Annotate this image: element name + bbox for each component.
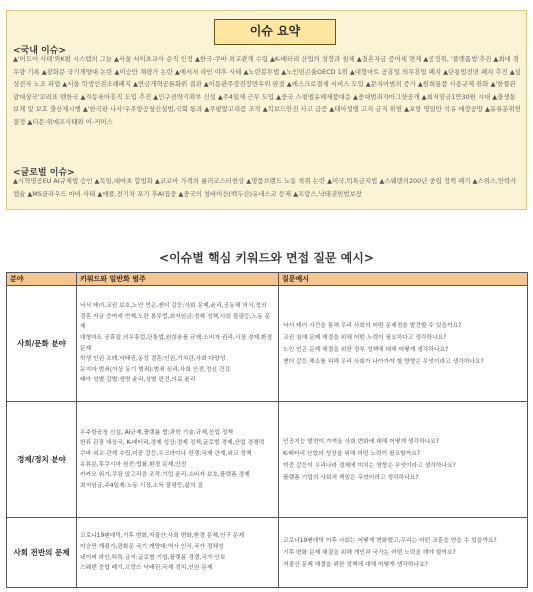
category-cell: 사회/문화 분야	[7, 286, 77, 402]
category-cell: 사회 전반의 문제	[7, 518, 77, 588]
questions-cell	[279, 286, 528, 402]
keywords-cell	[77, 286, 279, 402]
keyword-line: 카카오 위기,쿠팡 알고리즘 조작:기업 윤리,소비자 보호,플랫폼 경제	[80, 472, 250, 479]
question-line: 낙서 테러 사건을 통해 우리 사회의 어떤 문제점을 발견할 수 있을까요?	[283, 322, 462, 329]
question-line: 기후 변화 문제 해결을 위해 개인과 국가는 어떤 노력을 해야 할까요?	[283, 549, 456, 556]
category-cell: 경제/정치 분야	[7, 402, 77, 518]
domestic-issues-list: ▲'어도어 사태'와K팝 시스템의 그늘 ▲서울 서이초교사 순직 인정 ▲한국-쿠바 외교관계 수립 ▲K-배터리 산업의 성장과 침체 ▲결혼자금 증여세 면제 ▲공정위, '플랫폼법'추진 ▲최대 경우량 기록 ▲광화문 국기게양대 논란 ▲이승만 재평가 논란 ▲에서저 라인 야후 사태 ▲노란봉투법 ▲노인빈곤율OECD 1위 ▲대형마트 공휴일 의무휴업 폐지 ▲단통법전면 폐지 추진 ▲심성전자 노조 파업 ▲서울 학생인권조례폐지 ▲연금개혁공론화위 결과 ▲이동관주장전장면우위 판결 ▲에스크로결제 서비스 도입 ▲문지마범죄 증가 ▲원희룡품 사용규제 완화 ▲'한풀관광대상국'꼬리표 뗀한국 ▲자동육아휴직 도입 추진 ▲인구전략기획부 신설 ▲주4일제 근무 도입 ▲중국 스펑앱유해제품대응 ▲중대범죄자마그샷공개 ▲최저임금1만30원 시대 ▲출생통보제 및 보호 출산제시행 ▲'한국판 나사'우주항공청신설법,국회 통과 ▲쿠팡앞고리즘 조작 ▲킥보드안전 사고 급증 ▲태아성별 고지 금지 위헌 ▲포항 영일만 석유 매장공방 ▲유류분위헌결정 ▲티몬·위메프사태와 이-커머스	[13, 55, 521, 126]
keyword-line: 한류 관광 대상국, K-배터리,경제 성장:경제 정책,글로벌 경제,산업 경쟁력	[80, 440, 265, 447]
question-line: 플랫폼 기업의 사회적 책임은 무엇이라고 생각하나요?	[283, 474, 419, 481]
questions-cell	[279, 518, 528, 588]
summary-title: 이슈 요약	[214, 19, 336, 45]
global-issues-heading: <글로벌 이슈>	[13, 168, 75, 178]
keyword-line: 대형마트 공휴일 의무휴업,단통법,원희용품 규제:소비자 권리,시장 경제,환경 문제	[80, 334, 273, 352]
table-header-row	[7, 273, 528, 286]
question-line: 젠더 갈등 해소를 위해 우리 사회가 나아가야 할 방향은 무엇이라고 생각하나요?	[283, 358, 484, 365]
keyword-line: 쿠바 외교 관계 수립,미중 갈등,우크라이나 전쟁:국제 관계,외교 정책	[80, 450, 252, 457]
keyword-line: 학생 인권 조례,낙태권,동성 결혼:인권,가치관,사회 다양성	[80, 356, 226, 363]
keyword-line: 네이버 라인,틱톡 금지:글로벌 기업,플랫폼 경쟁,국가 안보	[80, 554, 226, 561]
table-row	[7, 286, 528, 402]
question-line: K-배터리 산업의 성장을 위해 어떤 노력이 필요할까요?	[283, 450, 421, 457]
keyword-line: 유류분,후쿠시마 원전:법률,환경 문제,안전	[80, 461, 187, 468]
question-line: 노인 빈곤 문제 해결을 위한 정부 정책에 대해 어떻게 생각하나요?	[283, 346, 449, 353]
header-field: 분야	[7, 273, 77, 286]
question-line: 인공지능 발전이 가져올 사회 변화에 대해 어떻게 생각하나요?	[283, 438, 439, 445]
keyword-question-table	[6, 272, 528, 588]
keywords-cell	[77, 518, 279, 588]
issue-summary-box	[6, 10, 527, 210]
header-questions: 질문예시	[279, 273, 528, 286]
keyword-line: 이승만 재평가,광화문 국기 게양대:역사 인식,국가 정체성	[80, 543, 224, 550]
questions-cell	[279, 402, 528, 518]
global-issues-list: ▲시혁명공EU AI규제법 승인 ▲독일,대마초 합법화 ▲코코아 가격의 롤러코스터현상 ▲명품브랜드 노동 착취 논란 ▲미국,틱톡금지법 ▲스웨덴의200년 중립 정책 폐기 ▲스위스,안락사 캡슐 ▲MS클라우드 마비 사태 ▲애플,전기차 포기 후AI집중 ▲중국의 청바이산(백두산)유네스코 등재 ▲프랑스,낙태권헌법보장	[13, 177, 517, 198]
keyword-line: 최저임금,주4일제:노동 시장,소득 불평등,삶의 질	[80, 482, 204, 489]
domestic-issues-heading: <국내 이슈>	[13, 46, 66, 56]
table-row	[7, 402, 528, 518]
keywords-cell	[77, 402, 279, 518]
keyword-line: 문지마 범죄(이상 동기 범죄):범죄 심리,사회 안전,정신 건강	[80, 366, 231, 373]
question-line: 교권 침해 문제 해결을 위해 어떤 노력이 필요하다고 생각하나요?	[283, 334, 447, 341]
header-keywords: 키워드와 일반화 범주	[77, 273, 279, 286]
keyword-line: 낙서 테러,교권 보호,노인 빈곤,젠더 갈등:사회 문제,윤리,공동체 의식,정의	[80, 303, 267, 310]
keyword-line: 코로나19팬데믹,기후 변화,저출산:사회 변화,환경 문제,인구 문제	[80, 533, 245, 540]
question-line: 미중 갈등이 우리나라 경제에 미치는 영향은 무엇이라고 생각하나요?	[283, 462, 456, 469]
keyword-line: 스웨덴 중립 폐기,프랑스 낙태권:국제 정치,인권 문제	[80, 565, 213, 572]
keyword-line: 우주항공청 신설, AI규제,플랫폼 법:과학 기술,규제,산업 정책	[80, 429, 234, 436]
question-line: 코로나19팬데믹 이후 사회는 어떻게 변화했고,우리는 어떤 교훈을 얻을 수 있을까요?	[283, 537, 497, 544]
question-line: 저출산 문제 해결을 위한 정책에 대해 어떻게 생각하나요?	[283, 561, 428, 568]
keyword-line: 태아 성별 감별:생명 윤리,성별 편견,의료 윤리	[80, 377, 196, 384]
keyword-line: 결혼 자금 증여세 면제,노란 봉투법,최저임금:경제 정책,사회 불평등,노동 문제	[80, 313, 271, 331]
table-row	[7, 518, 528, 588]
keyword-table-title: <이슈별 핵심 키워드와 면접 질문 예시>	[159, 251, 374, 265]
